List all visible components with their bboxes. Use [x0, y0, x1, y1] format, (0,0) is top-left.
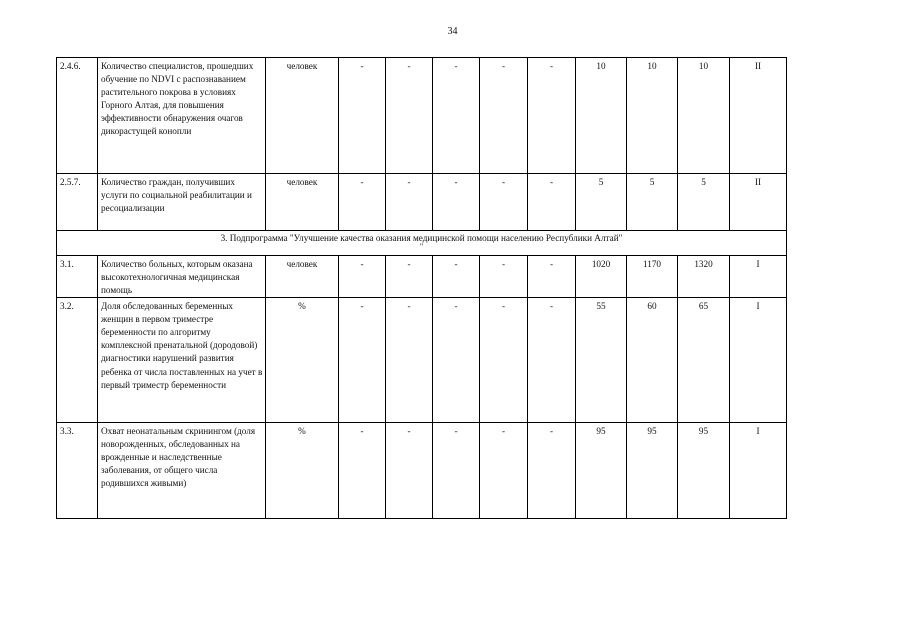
value-cell: -	[528, 174, 576, 231]
value-cell: -	[433, 298, 480, 423]
table-body	[57, 58, 787, 519]
value-cell: -	[386, 58, 433, 174]
unit-cell: человек	[266, 256, 339, 298]
value-cell: 95	[678, 423, 730, 519]
value-cell: -	[528, 58, 576, 174]
value-cell: 95	[627, 423, 678, 519]
subprogram-title-cell	[57, 231, 787, 256]
table-row	[57, 174, 787, 231]
row-number-cell: 3.3.	[57, 423, 98, 519]
value-cell: 55	[576, 298, 627, 423]
value-cell: -	[339, 174, 386, 231]
page-number: 34	[447, 26, 458, 37]
row-number-cell: 2.5.7.	[57, 174, 98, 231]
value-cell: -	[480, 256, 528, 298]
value-cell: -	[528, 256, 576, 298]
table-row	[57, 298, 787, 423]
value-cell: -	[386, 174, 433, 231]
value-cell: -	[528, 298, 576, 423]
value-cell: -	[339, 256, 386, 298]
value-cell: -	[480, 298, 528, 423]
value-cell: 5	[627, 174, 678, 231]
unit-cell: человек	[266, 174, 339, 231]
row-number-cell: 3.1.	[57, 256, 98, 298]
value-cell: -	[433, 174, 480, 231]
value-cell: 5	[678, 174, 730, 231]
unit-cell: человек	[266, 58, 339, 174]
category-cell: I	[730, 256, 787, 298]
value-cell: 65	[678, 298, 730, 423]
value-cell: -	[528, 423, 576, 519]
indicator-name-cell: Количество больных, которым оказана высокотехнологичная медицинская помощь	[98, 256, 266, 298]
indicator-name-cell: Охват неонатальным скринингом (доля новорожденных, обследованных на врожденные и наследственные заболевания, от общего числа родившихся живыми)	[98, 423, 266, 519]
value-cell: 95	[576, 423, 627, 519]
category-cell: II	[730, 174, 787, 231]
subprogram-row	[57, 231, 787, 256]
value-cell: -	[386, 298, 433, 423]
value-cell: -	[433, 58, 480, 174]
value-cell: -	[433, 423, 480, 519]
table-row	[57, 256, 787, 298]
value-cell: 1320	[678, 256, 730, 298]
indicator-name-cell: Доля обследованных беременных женщин в первом триместре беременности по алгоритму комплексной пренатальной (дородовой) диагностики нарушений развития ребенка от числа поставленных на учет в первый триместр беременности	[98, 298, 266, 423]
subprogram-title: 3. Подпрограмма "Улучшение качества оказания медицинской помощи населению Республики Алтай"	[220, 233, 623, 243]
value-cell: 10	[678, 58, 730, 174]
value-cell: -	[339, 58, 386, 174]
value-cell: -	[433, 256, 480, 298]
value-cell: 5	[576, 174, 627, 231]
value-cell: 10	[576, 58, 627, 174]
value-cell: -	[386, 423, 433, 519]
table-row	[57, 58, 787, 174]
subprogram-trailing-mark: "	[419, 242, 424, 252]
category-cell: I	[730, 423, 787, 519]
table-row	[57, 423, 787, 519]
value-cell: -	[339, 298, 386, 423]
value-cell: -	[386, 256, 433, 298]
value-cell: 10	[627, 58, 678, 174]
indicator-name-cell: Количество граждан, получивших услуги по социальной реабилитации и ресоциализации	[98, 174, 266, 231]
unit-cell: %	[266, 423, 339, 519]
value-cell: 60	[627, 298, 678, 423]
indicator-name-cell: Количество специалистов, прошедших обучение по NDVI с распознаванием растительного покрова в условиях Горного Алтая, для повышения эффективности обнаружения очагов дикорастущей конопли	[98, 58, 266, 174]
value-cell: -	[339, 423, 386, 519]
value-cell: 1170	[627, 256, 678, 298]
unit-cell: %	[266, 298, 339, 423]
row-number-cell: 3.2.	[57, 298, 98, 423]
value-cell: -	[480, 58, 528, 174]
category-cell: I	[730, 298, 787, 423]
value-cell: 1020	[576, 256, 627, 298]
category-cell: II	[730, 58, 787, 174]
indicators-table	[56, 57, 787, 519]
value-cell: -	[480, 423, 528, 519]
value-cell: -	[480, 174, 528, 231]
row-number-cell: 2.4.6.	[57, 58, 98, 174]
